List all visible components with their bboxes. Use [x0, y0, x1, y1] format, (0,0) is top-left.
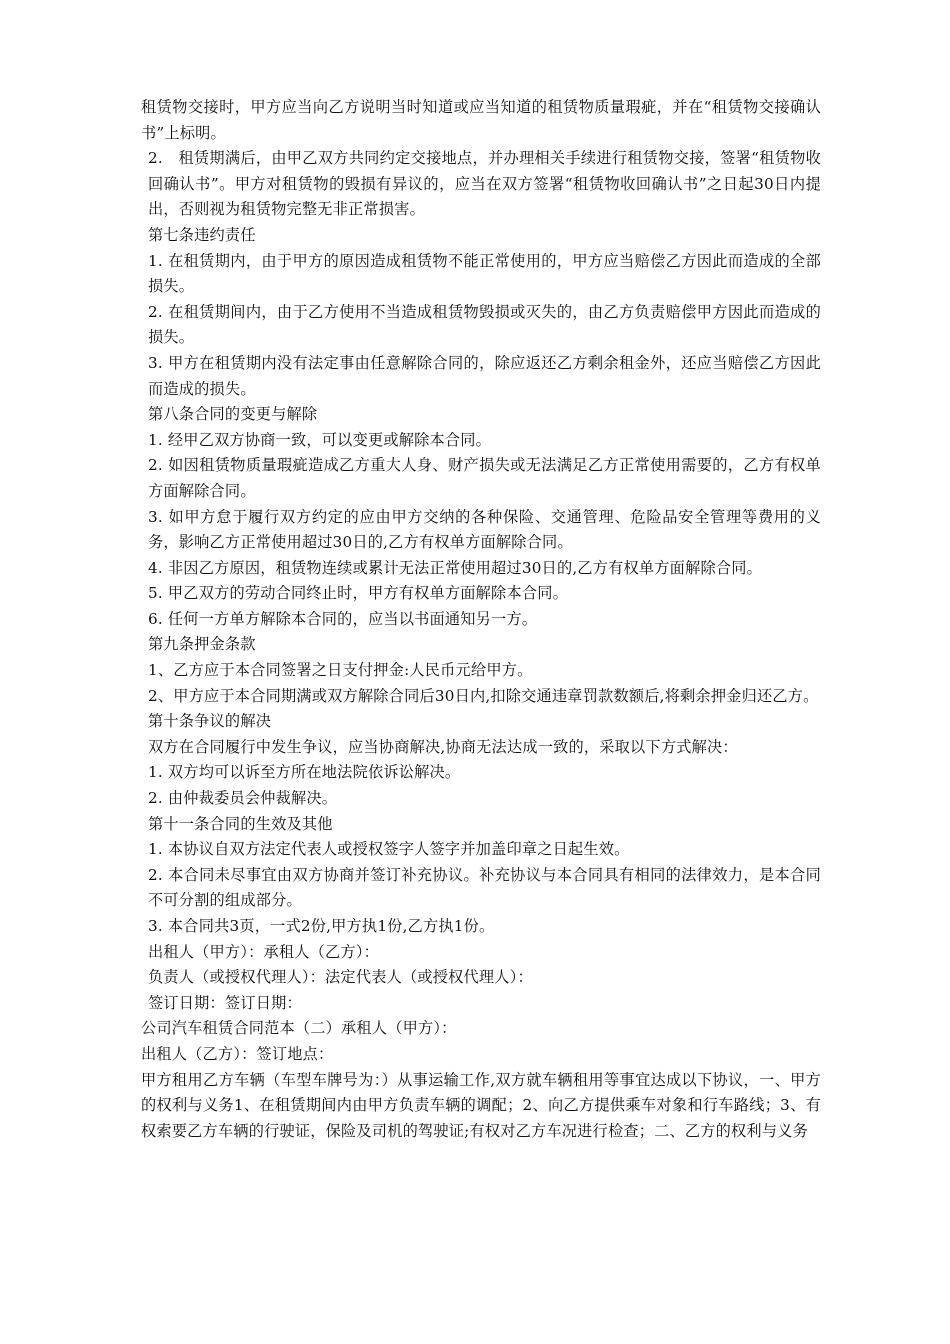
- section-heading: 第七条违约责任: [148, 225, 256, 244]
- paragraph: 1. 双方均可以诉至方所在地法院依诉讼解决。: [148, 763, 461, 782]
- paragraph: 租赁物交接时，甲方应当向乙方说明当时知道或应当知道的租赁物质量瑕疵，并在“租赁物交接确认书”上标明。: [141, 98, 821, 142]
- signature-line: 出租人（甲方）：承租人（乙方）：: [148, 942, 379, 961]
- section-heading: 第八条合同的变更与解除: [148, 405, 318, 424]
- paragraph: 出租人（乙方）：签订地点：: [141, 1044, 334, 1063]
- paragraph: 2. 由仲裁委员会仲裁解决。: [148, 789, 338, 808]
- section-heading: 第十一条合同的生效及其他: [148, 814, 333, 833]
- signature-line: 负责人（或授权代理人）：法定代表人（或授权代理人）：: [148, 968, 533, 987]
- paragraph: 4. 非因乙方原因，租赁物连续或累计无法正常使用超过30日的,乙方有权单方面解除合同。: [148, 558, 763, 577]
- paragraph: 1、乙方应于本合同签署之日支付押金:人民币元给甲方。: [148, 661, 533, 680]
- paragraph: 2. 如因租赁物质量瑕疵造成乙方重大人身、财产损失或无法满足乙方正常使用需要的，乙方有权单方面解除合同。: [148, 456, 821, 500]
- paragraph: 1. 本协议自双方法定代表人或授权签字人签字并加盖印章之日起生效。: [148, 840, 630, 859]
- paragraph: 双方在合同履行中发生争议，应当协商解决,协商无法达成一致的，采取以下方式解决：: [148, 737, 738, 756]
- paragraph: 3. 本合同共3页，一式2份,甲方执1份,乙方执1份。: [148, 917, 495, 935]
- section-heading: 第十条争议的解决: [148, 712, 272, 731]
- paragraph: 2、甲方应于本合同期满或双方解除合同后30日内,扣除交通违章罚款数额后,将剩余押金归还乙方。: [148, 686, 819, 705]
- paragraph: 3. 甲方在租赁期内没有法定事由任意解除合同的，除应返还乙方剩余租金外，还应当赔偿乙方因此而造成的损失。: [148, 353, 821, 398]
- paragraph: 3. 如甲方怠于履行双方约定的应由甲方交纳的各种保险、交通管理、危险品安全管理等费用的义务，影响乙方正常使用超过30日的,乙方有权单方面解除合同。: [148, 507, 821, 552]
- signature-line: 签订日期：签订日期：: [148, 993, 302, 1012]
- paragraph: 2. 本合同未尽事宜由双方协商并签订补充协议。补充协议与本合同具有相同的法律效力，是本合同不可分割的组成部分。: [148, 865, 821, 910]
- paragraph: 1. 经甲乙双方协商一致，可以变更或解除本合同。: [148, 430, 492, 449]
- paragraph: 2. 在租赁期间内，由于乙方使用不当造成租赁物毁损或灭失的，由乙方负责赔偿甲方因此而造成的损失。: [148, 302, 821, 347]
- paragraph: 2. 租赁期满后，由甲乙双方共同约定交接地点，并办理相关手续进行租赁物交接，签署“租赁物收回确认书”。甲方对租赁物的毁损有异议的，应当在双方签署“租赁物收回确认书”之日起30日内提出，否则视为租赁物完整无非正常损害。: [148, 149, 821, 219]
- paragraph: 5. 甲乙双方的劳动合同终止时，甲方有权单方面解除本合同。: [148, 584, 568, 603]
- section-heading: 第九条押金条款: [148, 635, 256, 654]
- paragraph: 公司汽车租赁合同范本（二）承租人（甲方）：: [141, 1019, 457, 1038]
- paragraph: 甲方租用乙方车辆（车型车牌号为：）从事运输工作,双方就车辆租用等事宜达成以下协议，一、甲方的权利与义务1、在租赁期间内由甲方负责车辆的调配；2、向乙方提供乘车对象和行车路线；3、有权索要乙方车辆的行驶证，保险及司机的驾驶证;有权对乙方车况进行检查；二、乙方的权利与义务: [141, 1070, 821, 1140]
- document-page: [141, 95, 821, 1144]
- paragraph: 6. 任何一方单方解除本合同的，应当以书面通知另一方。: [148, 609, 538, 628]
- paragraph: 1. 在租赁期内，由于甲方的原因造成租赁物不能正常使用的，甲方应当赔偿乙方因此而造成的全部损失。: [148, 251, 821, 296]
